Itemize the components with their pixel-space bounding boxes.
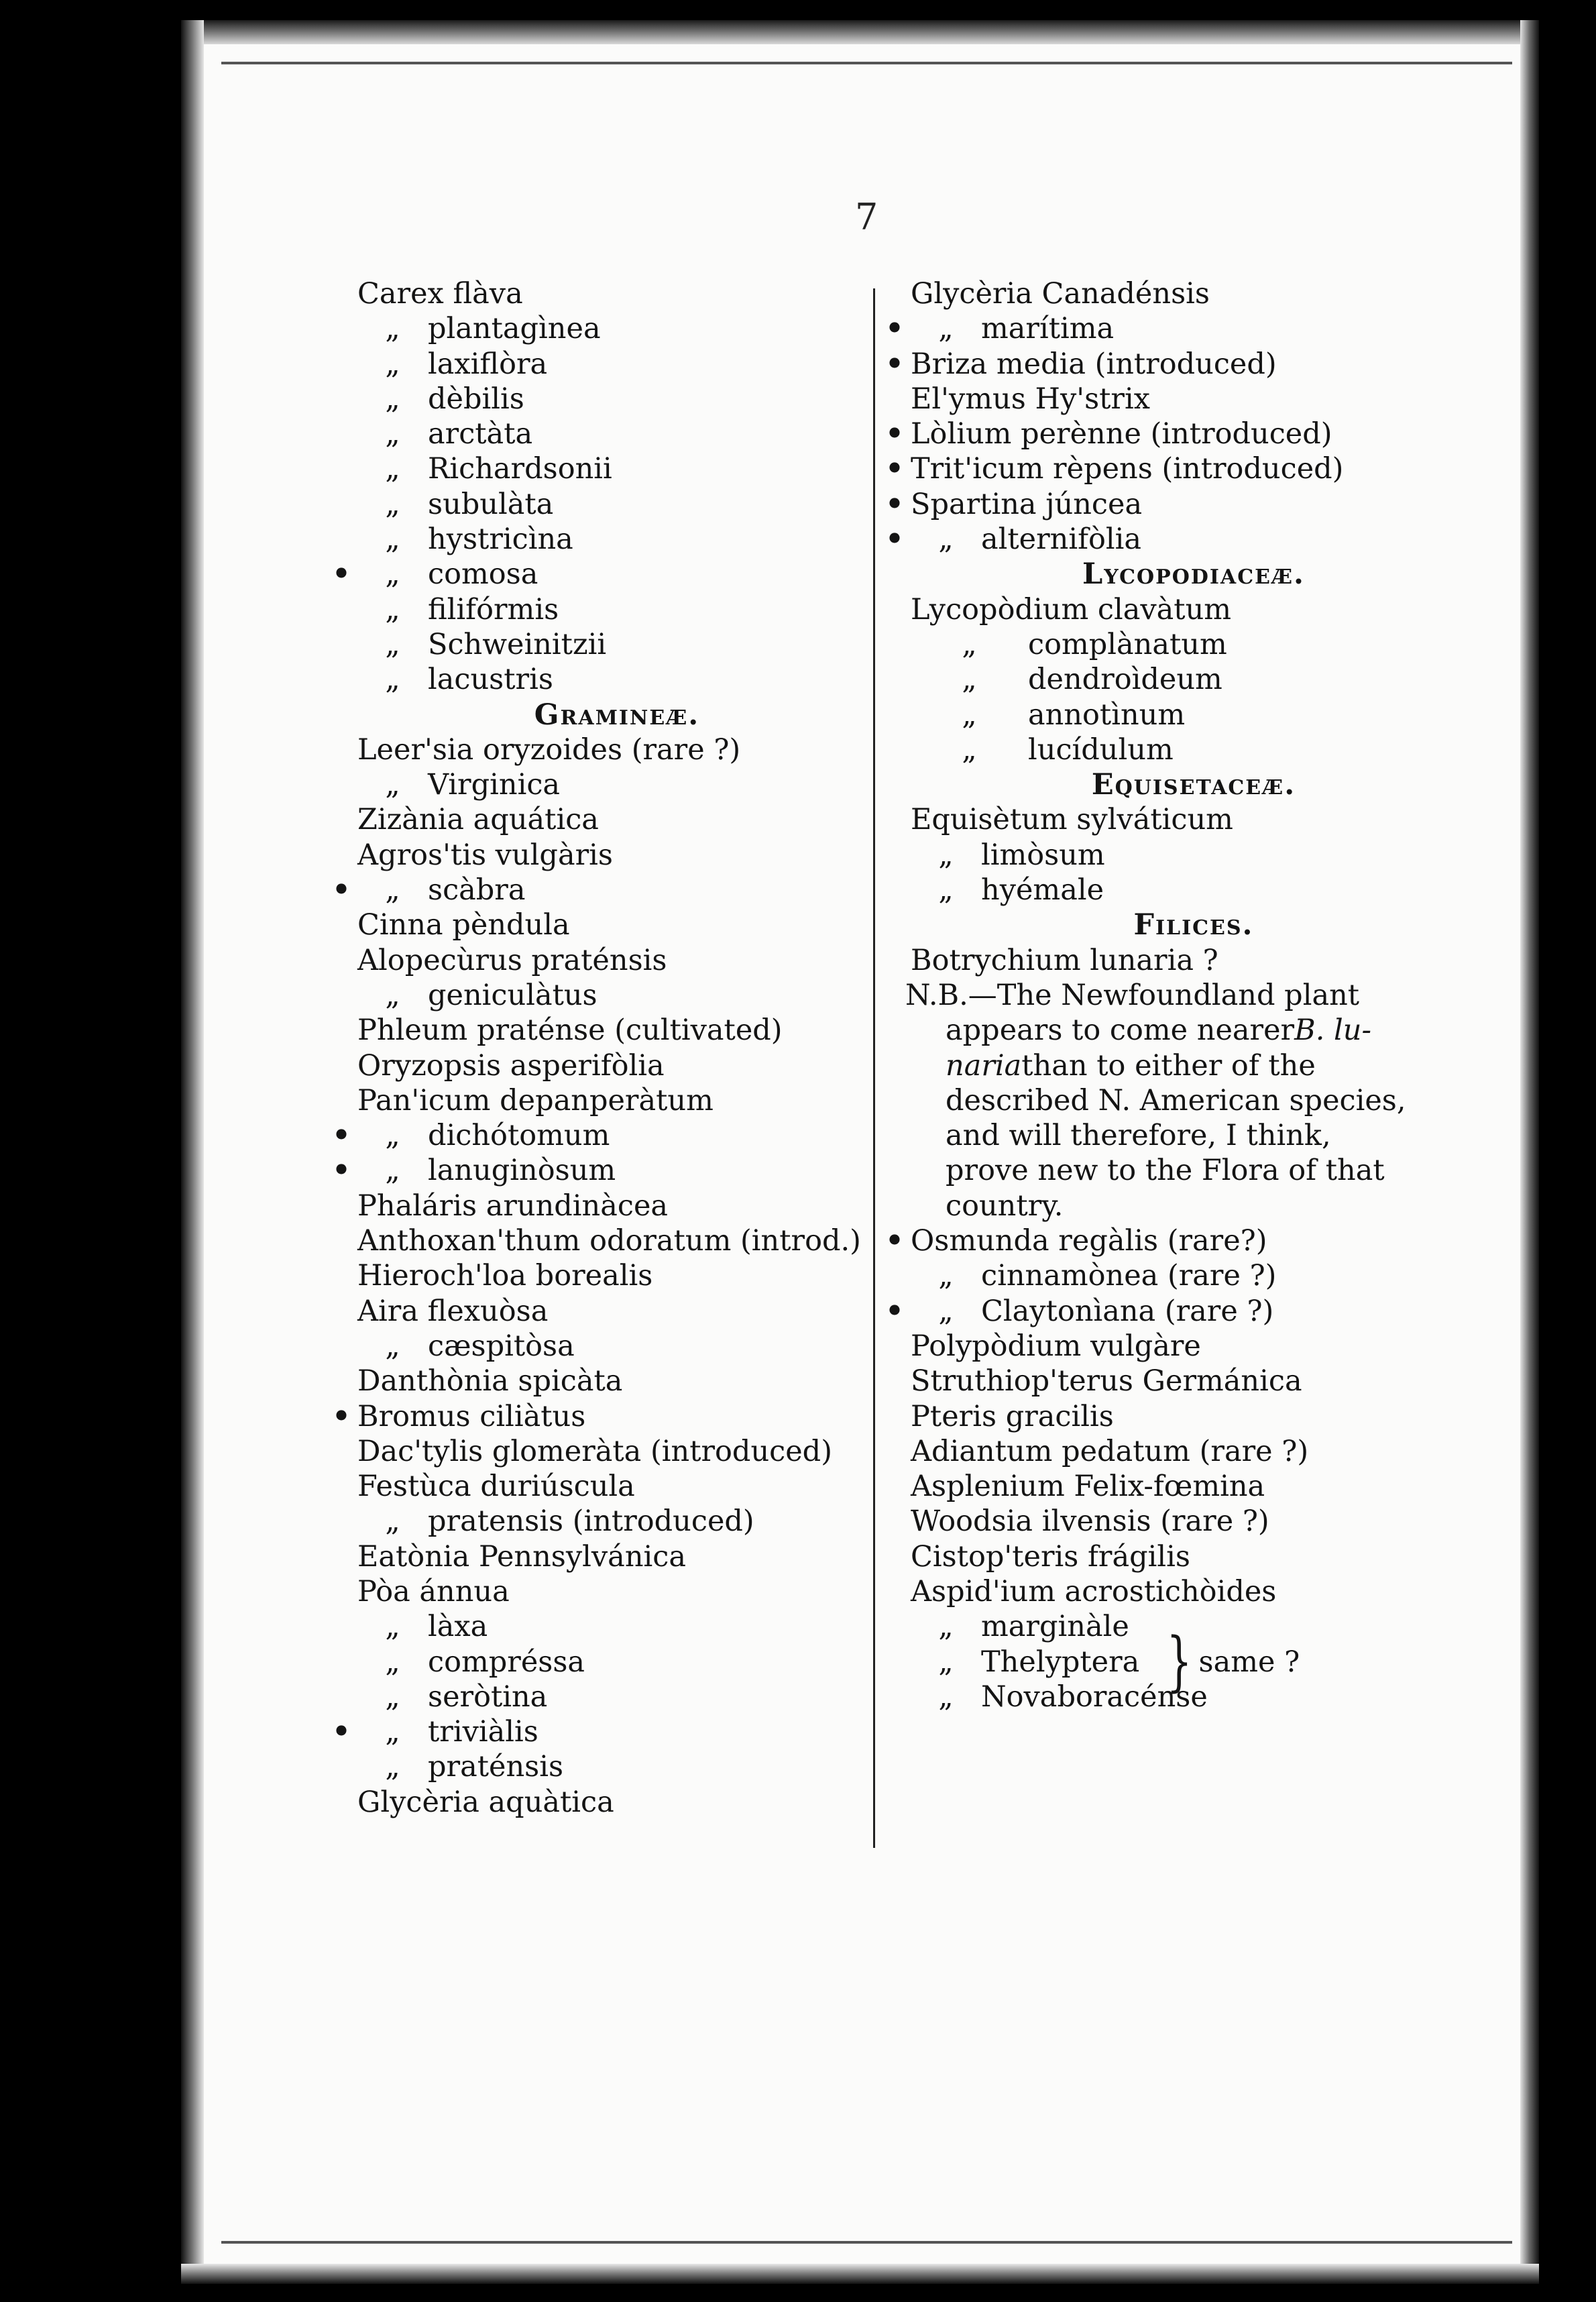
ditto-mark: „ [938, 1610, 954, 1644]
ditto-mark: „ [385, 1119, 400, 1153]
ditto-mark: „ [962, 698, 977, 732]
species-entry [325, 1680, 848, 1714]
species-entry [878, 943, 1509, 978]
species-name: praténsis [428, 1750, 564, 1784]
column-divider [873, 288, 875, 1848]
species-entry [325, 347, 848, 382]
species-name: Woodsia ilvensis (rare ?) [911, 1504, 1269, 1539]
species-entry [325, 802, 848, 837]
note-text: and will therefore, I think, [946, 1119, 1331, 1153]
species-entry [878, 347, 1509, 382]
ditto-mark: „ [385, 557, 400, 592]
species-name: Cistop'teris frágilis [911, 1539, 1190, 1574]
species-entry [325, 1048, 848, 1083]
species-entry [325, 1223, 861, 1258]
species-name: Spartina júncea [911, 487, 1143, 521]
ditto-mark: „ [385, 1715, 400, 1749]
species-name: Agros'tis vulgàris [357, 838, 613, 872]
species-name: filifórmis [428, 592, 559, 626]
species-entry [325, 1574, 848, 1609]
species-name: làxa [428, 1610, 488, 1644]
ditto-mark: „ [385, 382, 400, 416]
species-name: hystricìna [428, 523, 573, 557]
introduced-marker: • [332, 1119, 351, 1153]
species-name: Phaláris arundinàcea [357, 1189, 669, 1223]
ditto-mark: „ [385, 1154, 400, 1188]
note-line [878, 1048, 1509, 1083]
species-entry [878, 1504, 1509, 1539]
ditto-mark: „ [385, 627, 400, 661]
species-entry [878, 1434, 1509, 1469]
species-name: pratensis (introduced) [428, 1504, 754, 1539]
species-name: Equisètum sylváticum [911, 803, 1233, 837]
species-entry [878, 1329, 1509, 1364]
scan-edge-top [181, 20, 1539, 44]
species-entry [878, 1680, 1509, 1714]
species-entry [325, 1189, 848, 1223]
introduced-marker: • [885, 417, 904, 451]
species-entry [878, 276, 1509, 311]
note-line [878, 1013, 1509, 1048]
introduced-marker: • [885, 312, 904, 346]
ditto-mark: „ [385, 452, 400, 486]
species-name: Botrychium lunaria ? [911, 943, 1218, 977]
species-name: Lycopòdium clavàtum [911, 592, 1232, 626]
species-name: alternifòlia [981, 523, 1142, 557]
ditto-mark: „ [938, 1645, 954, 1679]
species-name: lacustris [428, 663, 553, 697]
brace-note: same ? [1198, 1645, 1300, 1679]
species-entry [325, 487, 848, 522]
ditto-mark: „ [385, 312, 400, 346]
species-name: Osmunda regàlis (rare?) [911, 1224, 1267, 1258]
species-entry [325, 1539, 848, 1574]
species-entry [325, 943, 848, 978]
species-entry [878, 1223, 1509, 1258]
bottom-rule [221, 2241, 1512, 2244]
species-name: Aspid'ium acrostichòides [911, 1574, 1277, 1608]
species-name: arctàta [428, 417, 533, 451]
species-entry [325, 1364, 848, 1399]
species-name: Struthiop'terus Germánica [911, 1364, 1302, 1399]
introduced-marker: • [885, 1294, 904, 1328]
species-entry [325, 1083, 848, 1118]
ditto-mark: „ [385, 523, 400, 557]
note-line [878, 1153, 1509, 1188]
ditto-mark: „ [385, 1750, 400, 1784]
species-name: Festùca duriúscula [357, 1470, 635, 1504]
note-line [878, 1189, 1509, 1223]
introduced-marker: • [332, 1399, 351, 1433]
species-name: Oryzopsis asperifòlia [357, 1048, 665, 1083]
species-entry [325, 1785, 848, 1820]
species-entry [325, 1749, 848, 1784]
species-entry [325, 767, 848, 802]
species-entry [325, 873, 848, 908]
ditto-mark: „ [385, 417, 400, 451]
species-name: compréssa [428, 1645, 585, 1679]
species-name: dichótomum [428, 1119, 610, 1153]
note-text: appears to come nearer [946, 1013, 1295, 1048]
species-entry [325, 522, 848, 557]
species-entry [325, 1609, 848, 1644]
species-entry [878, 1364, 1509, 1399]
species-name: Hieroch'loa borealis [357, 1259, 653, 1293]
species-name: Bromus ciliàtus [357, 1399, 586, 1433]
species-name: lanuginòsum [428, 1154, 616, 1188]
species-name: dendroìdeum [1028, 663, 1222, 697]
ditto-mark: „ [385, 1680, 400, 1714]
species-entry [878, 487, 1509, 522]
species-entry [325, 592, 848, 627]
note-italic-text: naria [946, 1048, 1022, 1083]
species-name: Claytonìana (rare ?) [981, 1294, 1274, 1328]
ditto-mark: „ [962, 627, 977, 661]
section-heading: Gramineæ. [534, 698, 700, 732]
species-entry [878, 1399, 1509, 1434]
introduced-marker: • [885, 347, 904, 381]
species-entry [878, 1258, 1509, 1293]
species-entry [325, 451, 848, 486]
species-entry [878, 1294, 1509, 1329]
species-name: Adiantum pedatum (rare ?) [911, 1434, 1309, 1468]
species-name: Zizània aquática [357, 803, 599, 837]
ditto-mark: „ [385, 347, 400, 381]
species-entry [878, 627, 1509, 662]
species-name: dèbilis [428, 382, 524, 416]
species-entry [325, 732, 848, 767]
species-name: geniculàtus [428, 978, 597, 1012]
scan-edge-bottom [181, 2264, 1539, 2284]
ditto-mark: „ [385, 978, 400, 1012]
ditto-mark: „ [962, 663, 977, 697]
introduced-marker: • [332, 873, 351, 908]
ditto-mark: „ [938, 1680, 954, 1714]
species-entry [878, 1469, 1509, 1504]
species-name: complànatum [1028, 627, 1227, 661]
ditto-mark: „ [385, 1645, 400, 1679]
species-entry [325, 1294, 848, 1329]
species-name: cæspitòsa [428, 1329, 575, 1363]
species-name: Carex flàva [357, 277, 523, 311]
species-entry [878, 592, 1509, 627]
introduced-marker: • [332, 1154, 351, 1188]
species-name: comosa [428, 557, 538, 592]
species-name: Eatònia Pennsylvánica [357, 1539, 686, 1574]
note-line [878, 978, 1509, 1013]
ditto-mark: „ [385, 873, 400, 908]
ditto-mark: „ [385, 1610, 400, 1644]
species-entry [325, 1645, 848, 1680]
species-name: Asplenium Felix-fœmina [911, 1470, 1265, 1504]
species-name: Danthònia spicàta [357, 1364, 623, 1399]
species-entry [878, 382, 1509, 417]
species-name: hyémale [981, 873, 1104, 908]
species-name: triviàlis [428, 1715, 538, 1749]
page-number: 7 [855, 196, 878, 238]
species-name: seròtina [428, 1680, 548, 1714]
species-entry [878, 838, 1509, 873]
introduced-marker: • [885, 452, 904, 486]
introduced-marker: • [885, 523, 904, 557]
top-rule [221, 62, 1512, 64]
species-entry [878, 732, 1509, 767]
ditto-mark: „ [962, 732, 977, 767]
species-name: plantagìnea [428, 312, 601, 346]
species-name: Leer'sia oryzoides (rare ?) [357, 732, 741, 767]
scan-edge-right [1520, 20, 1539, 2284]
ditto-mark: „ [385, 1329, 400, 1363]
species-name: Pteris gracilis [911, 1399, 1114, 1433]
note-italic-text: B. lu- [1294, 1013, 1372, 1048]
ditto-mark: „ [385, 1504, 400, 1539]
species-name: marítima [981, 312, 1115, 346]
species-name: Glycèria Canadénsis [911, 277, 1210, 311]
brace-symbol: } [1166, 1624, 1192, 1700]
species-name: Cinna pèndula [357, 908, 570, 942]
ditto-mark: „ [385, 487, 400, 521]
species-entry [325, 662, 848, 697]
species-name: annotìnum [1028, 698, 1186, 732]
species-name: El'ymus Hy'strix [911, 382, 1150, 416]
species-name: cinnamònea (rare ?) [981, 1259, 1277, 1293]
species-name: marginàle [981, 1610, 1129, 1644]
note-text: N.B.—The Newfoundland plant [905, 978, 1360, 1012]
introduced-marker: • [332, 1715, 351, 1749]
species-name: Schweinitzii [428, 627, 607, 661]
species-name: laxiflòra [428, 347, 548, 381]
species-name: Polypòdium vulgàre [911, 1329, 1201, 1363]
section-heading: Equisetaceæ. [1091, 768, 1296, 802]
species-name: Anthoxan'thum odoratum (introd.) [357, 1224, 861, 1258]
species-entry [325, 1399, 848, 1434]
species-name: Pòa ánnua [357, 1574, 510, 1608]
ditto-mark: „ [938, 873, 954, 908]
species-entry [325, 557, 848, 592]
species-entry [878, 311, 1509, 346]
species-name: Novaboracénse [981, 1680, 1208, 1714]
species-name: Trit'icum rèpens (introduced) [911, 452, 1344, 486]
species-name: Dac'tylis glomeràta (introduced) [357, 1434, 832, 1468]
species-name: Pan'icum depanperàtum [357, 1083, 714, 1117]
species-entry [878, 1539, 1509, 1574]
ditto-mark: „ [938, 523, 954, 557]
species-entry [878, 873, 1509, 908]
species-entry [325, 978, 848, 1013]
species-entry [325, 908, 848, 942]
note-text: than to either of the [1021, 1048, 1316, 1083]
species-name: Virginica [428, 768, 561, 802]
ditto-mark: „ [938, 312, 954, 346]
species-entry [878, 522, 1509, 557]
note-line [878, 1118, 1509, 1153]
book-page [181, 20, 1539, 2284]
species-name: Aira flexuòsa [357, 1294, 549, 1328]
species-name: Richardsonii [428, 452, 612, 486]
species-name: Glycèria aquàtica [357, 1785, 614, 1819]
left-column [325, 276, 861, 1820]
species-entry [878, 662, 1509, 697]
species-name: limòsum [981, 838, 1105, 872]
ditto-mark: „ [385, 663, 400, 697]
ditto-mark: „ [385, 768, 400, 802]
species-entry [325, 1013, 848, 1048]
note-text: described N. American species, [946, 1083, 1406, 1117]
species-entry [325, 311, 848, 346]
species-name: Alopecùrus praténsis [357, 943, 667, 977]
species-entry [325, 276, 848, 311]
note-text: country. [946, 1189, 1064, 1223]
species-entry [325, 627, 848, 662]
species-entry [325, 1504, 848, 1539]
introduced-marker: • [885, 487, 904, 521]
note-line [878, 1083, 1509, 1118]
introduced-marker: • [885, 1224, 904, 1258]
species-entry [325, 1258, 848, 1293]
species-entry [325, 417, 848, 451]
species-name: subulàta [428, 487, 554, 521]
species-name: lucídulum [1028, 732, 1174, 767]
note-text: prove new to the Flora of that [946, 1154, 1385, 1188]
species-entry [878, 1574, 1509, 1609]
species-entry [325, 1469, 848, 1504]
ditto-mark: „ [938, 1294, 954, 1328]
species-entry [325, 1329, 848, 1364]
species-name: scàbra [428, 873, 526, 908]
ditto-mark: „ [385, 592, 400, 626]
ditto-mark: „ [938, 1259, 954, 1293]
species-name: Lòlium perènne (introduced) [911, 417, 1332, 451]
ditto-mark: „ [938, 838, 954, 872]
scan-edge-left [181, 20, 204, 2284]
species-entry [325, 1118, 848, 1153]
introduced-marker: • [332, 557, 351, 592]
right-column [878, 276, 1509, 1714]
species-entry [878, 1609, 1509, 1644]
species-entry [878, 417, 1509, 451]
species-entry [325, 838, 848, 873]
species-entry [878, 698, 1509, 732]
species-entry [325, 382, 848, 417]
section-heading: Filices. [1133, 908, 1254, 942]
species-entry [325, 1434, 848, 1469]
section-heading: Lycopodiaceæ. [1082, 557, 1305, 592]
species-entry [878, 802, 1509, 837]
species-name: Thelyptera [981, 1645, 1140, 1679]
species-entry [325, 1714, 848, 1749]
species-entry [878, 451, 1509, 486]
species-name: Phleum praténse (cultivated) [357, 1013, 783, 1048]
species-name: Briza media (introduced) [911, 347, 1277, 381]
species-entry [325, 1153, 848, 1188]
